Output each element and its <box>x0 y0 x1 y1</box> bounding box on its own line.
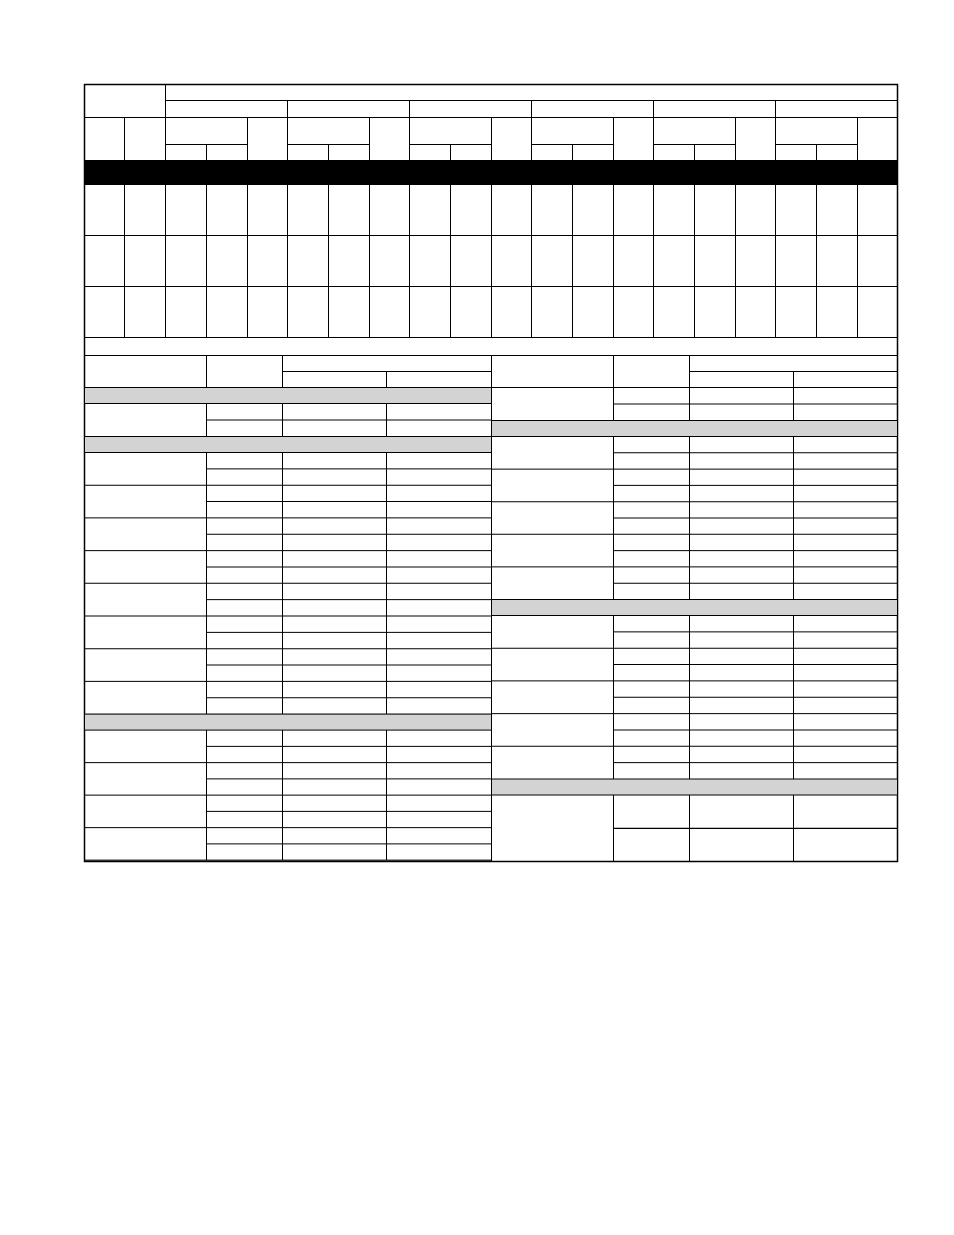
bottom-left-panel <box>85 356 492 862</box>
panel-section-shade <box>85 437 492 453</box>
panel-section-shade <box>492 600 898 616</box>
header-black-band <box>85 161 898 185</box>
bottom-right-panel <box>492 356 898 862</box>
panel-section-shade <box>492 779 898 795</box>
panel-section-shade <box>492 421 898 437</box>
panel-section-shade <box>85 388 492 404</box>
panel-section-shade <box>85 714 492 730</box>
top-grid-table <box>85 85 898 356</box>
